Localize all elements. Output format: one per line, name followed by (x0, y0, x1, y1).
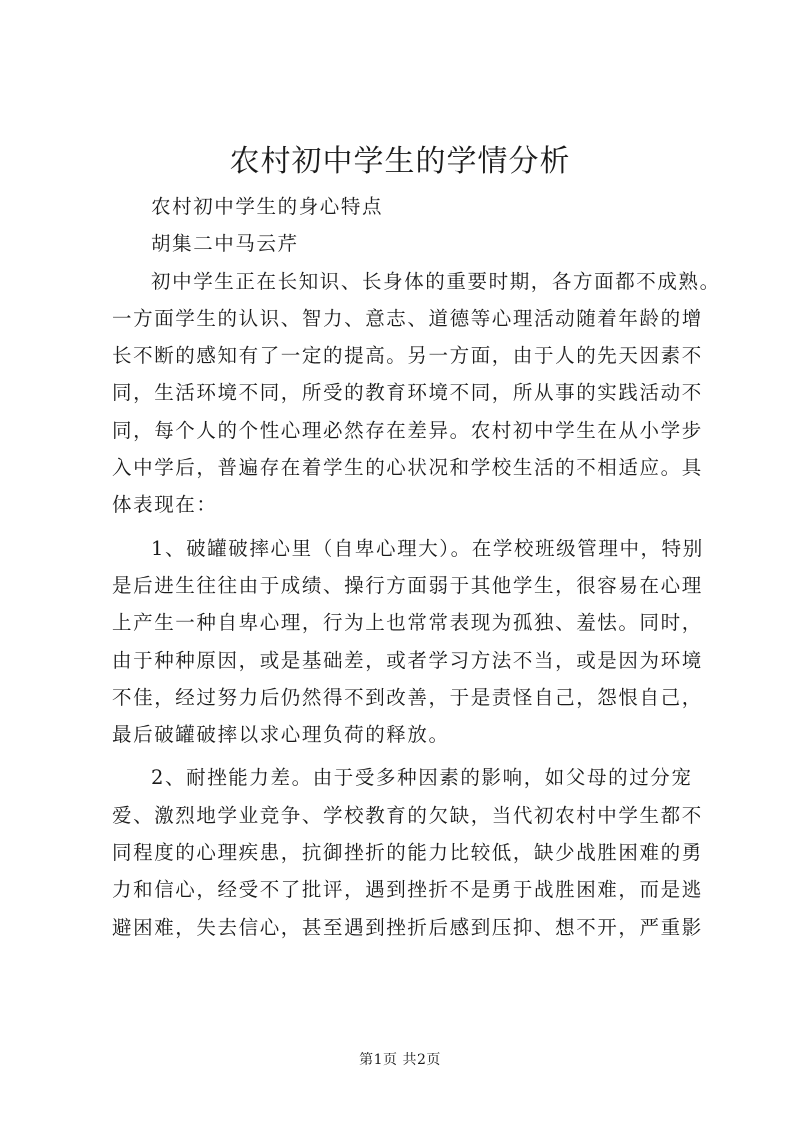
paragraph-line: 同，生活环境不同，所受的教育环境不同，所从事的实践活动不 (112, 381, 703, 405)
paragraph-line: 体表现在： (112, 493, 218, 517)
author-line: 胡集二中马云芹 (151, 232, 299, 256)
paragraph-line: 爱、激烈地学业竞争、学校教育的欠缺，当代初农村中学生都不 (112, 803, 703, 827)
document-body (112, 188, 721, 946)
paragraph-line: 由于种种原因，或是基础差，或者学习方法不当，或是因为环境 (112, 648, 703, 672)
paragraph-line: 初中学生正在长知识、长身体的重要时期，各方面都不成熟。 (151, 269, 721, 293)
paragraph-line: 2、耐挫能力差。由于受多种因素的影响，如父母的过分宠 (151, 766, 693, 790)
paragraph-2 (112, 530, 712, 754)
paragraph-line: 1、破罐破摔心里（自卑心理大）。在学校班级管理中，特别 (151, 536, 704, 560)
paragraph-line: 同程度的心理疾患，抗御挫折的能力比较低，缺少战胜困难的勇 (112, 841, 703, 865)
page-number: 第1页 共2页 (359, 1052, 441, 1068)
subtitle-line: 农村初中学生的身心特点 (151, 195, 384, 218)
paragraph-1 (112, 263, 721, 524)
paragraph-line: 上产生一种自卑心理，行为上也常常表现为孤独、羞怯。同时， (112, 611, 703, 635)
paragraph-line: 入中学后，普遍存在着学生的心状况和学校生活的不相适应。具 (112, 456, 703, 480)
paragraph-line: 长不断的感知有了一定的提高。另一方面，由于人的先天因素不 (112, 344, 703, 368)
paragraph-3 (112, 759, 712, 945)
paragraph-line: 力和信心，经受不了批评，遇到挫折不是勇于战胜困难，而是逃 (112, 878, 703, 902)
paragraph-line: 避困难，失去信心，甚至遇到挫折后感到压抑、想不开，严重影 (112, 915, 703, 939)
paragraph-line: 一方面学生的认识、智力、意志、道德等心理活动随着年龄的增 (112, 306, 703, 330)
paragraph-line: 同，每个人的个性心理必然存在差异。农村初中学生在从小学步 (112, 418, 703, 442)
paragraph-line: 是后进生往往由于成绩、操行方面弱于其他学生，很容易在心理 (112, 573, 703, 597)
paragraph-line: 不佳，经过努力后仍然得不到改善，于是责怪自己，怨恨自己， (112, 685, 703, 709)
paragraph-line: 最后破罐破摔以求心理负荷的释放。 (112, 723, 450, 747)
document-title: 农村初中学生的学情分析 (229, 144, 571, 179)
